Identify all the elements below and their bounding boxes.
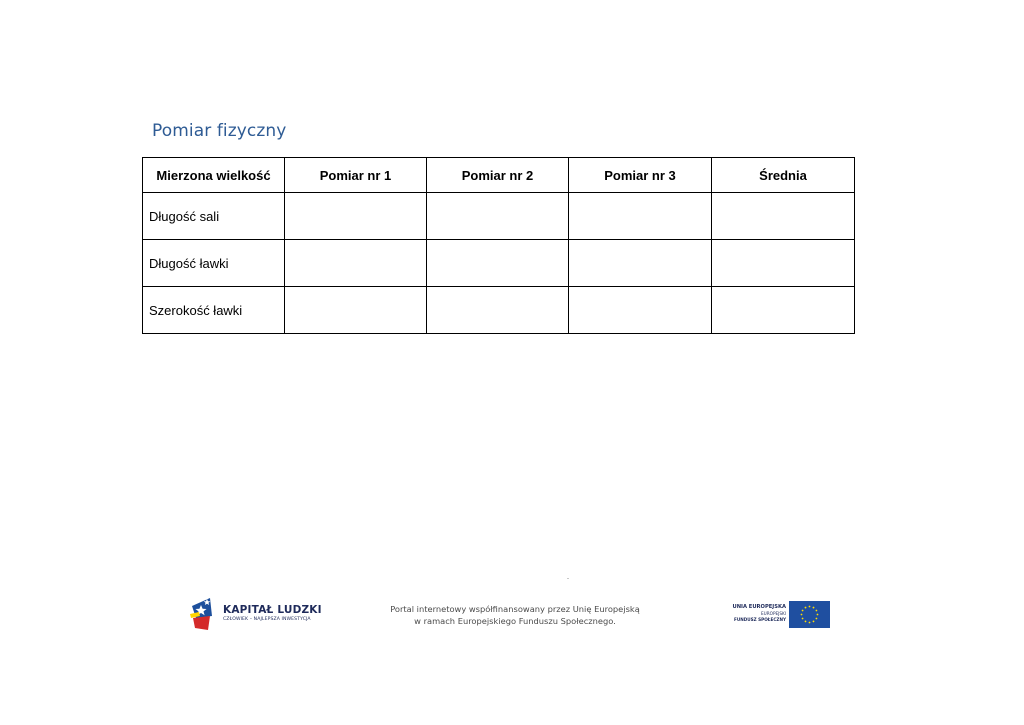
header-measured-quantity: Mierzona wielkość [143,158,285,193]
eu-star [809,622,811,624]
header-measurement-1: Pomiar nr 1 [285,158,427,193]
logo-name: KAPITAŁ LUDZKI [223,604,322,616]
measurement-cell[interactable] [285,287,427,334]
measurement-cell[interactable] [569,193,712,240]
row-label: Długość ławki [143,240,285,287]
stray-mark [567,578,569,579]
eu-flag-icon [789,601,830,628]
eu-star [816,618,818,620]
eu-logo-line-2: EUROPEJSKI [761,611,786,616]
header-measurement-2: Pomiar nr 2 [427,158,569,193]
eu-star [809,606,811,608]
measurement-cell[interactable] [569,287,712,334]
funding-notice-line-1: Portal internetowy współfinansowany przez Unię Europejską [390,604,640,614]
eu-star [802,618,804,620]
eu-star [817,614,819,616]
eu-star [805,607,807,609]
average-cell[interactable] [712,240,855,287]
measurement-cell[interactable] [427,193,569,240]
eu-star [801,614,803,616]
eu-logo [724,601,830,629]
average-cell[interactable] [712,287,855,334]
header-average: Średnia [712,158,855,193]
measurement-cell[interactable] [569,240,712,287]
logo-tagline: CZŁOWIEK – NAJLEPSZA INWESTYCJA [223,617,311,622]
funding-notice-line-2: w ramach Europejskiego Funduszu Społecznego. [414,616,616,626]
header-measurement-3: Pomiar nr 3 [569,158,712,193]
eu-star [802,610,804,612]
measurement-cell[interactable] [427,287,569,334]
measurement-table [142,157,855,334]
row-label: Szerokość ławki [143,287,285,334]
kapital-ludzki-logo-icon [190,596,214,632]
eu-star [813,607,815,609]
eu-logo-line-1: UNIA EUROPEJSKA [732,604,786,610]
average-cell[interactable] [712,193,855,240]
funding-notice [380,603,650,627]
eu-logo-line-3: FUNDUSZ SPOŁECZNY [734,617,786,622]
row-label: Długość sali [143,193,285,240]
eu-star [816,610,818,612]
page-title: Pomiar fizyczny [152,121,287,141]
table-row [143,287,855,334]
table-row [143,240,855,287]
measurement-cell[interactable] [285,240,427,287]
measurement-cell[interactable] [285,193,427,240]
eu-star [813,621,815,623]
table-header-row [143,158,855,193]
table-row [143,193,855,240]
measurement-cell[interactable] [427,240,569,287]
eu-star [805,621,807,623]
kapital-ludzki-logo [190,596,330,632]
